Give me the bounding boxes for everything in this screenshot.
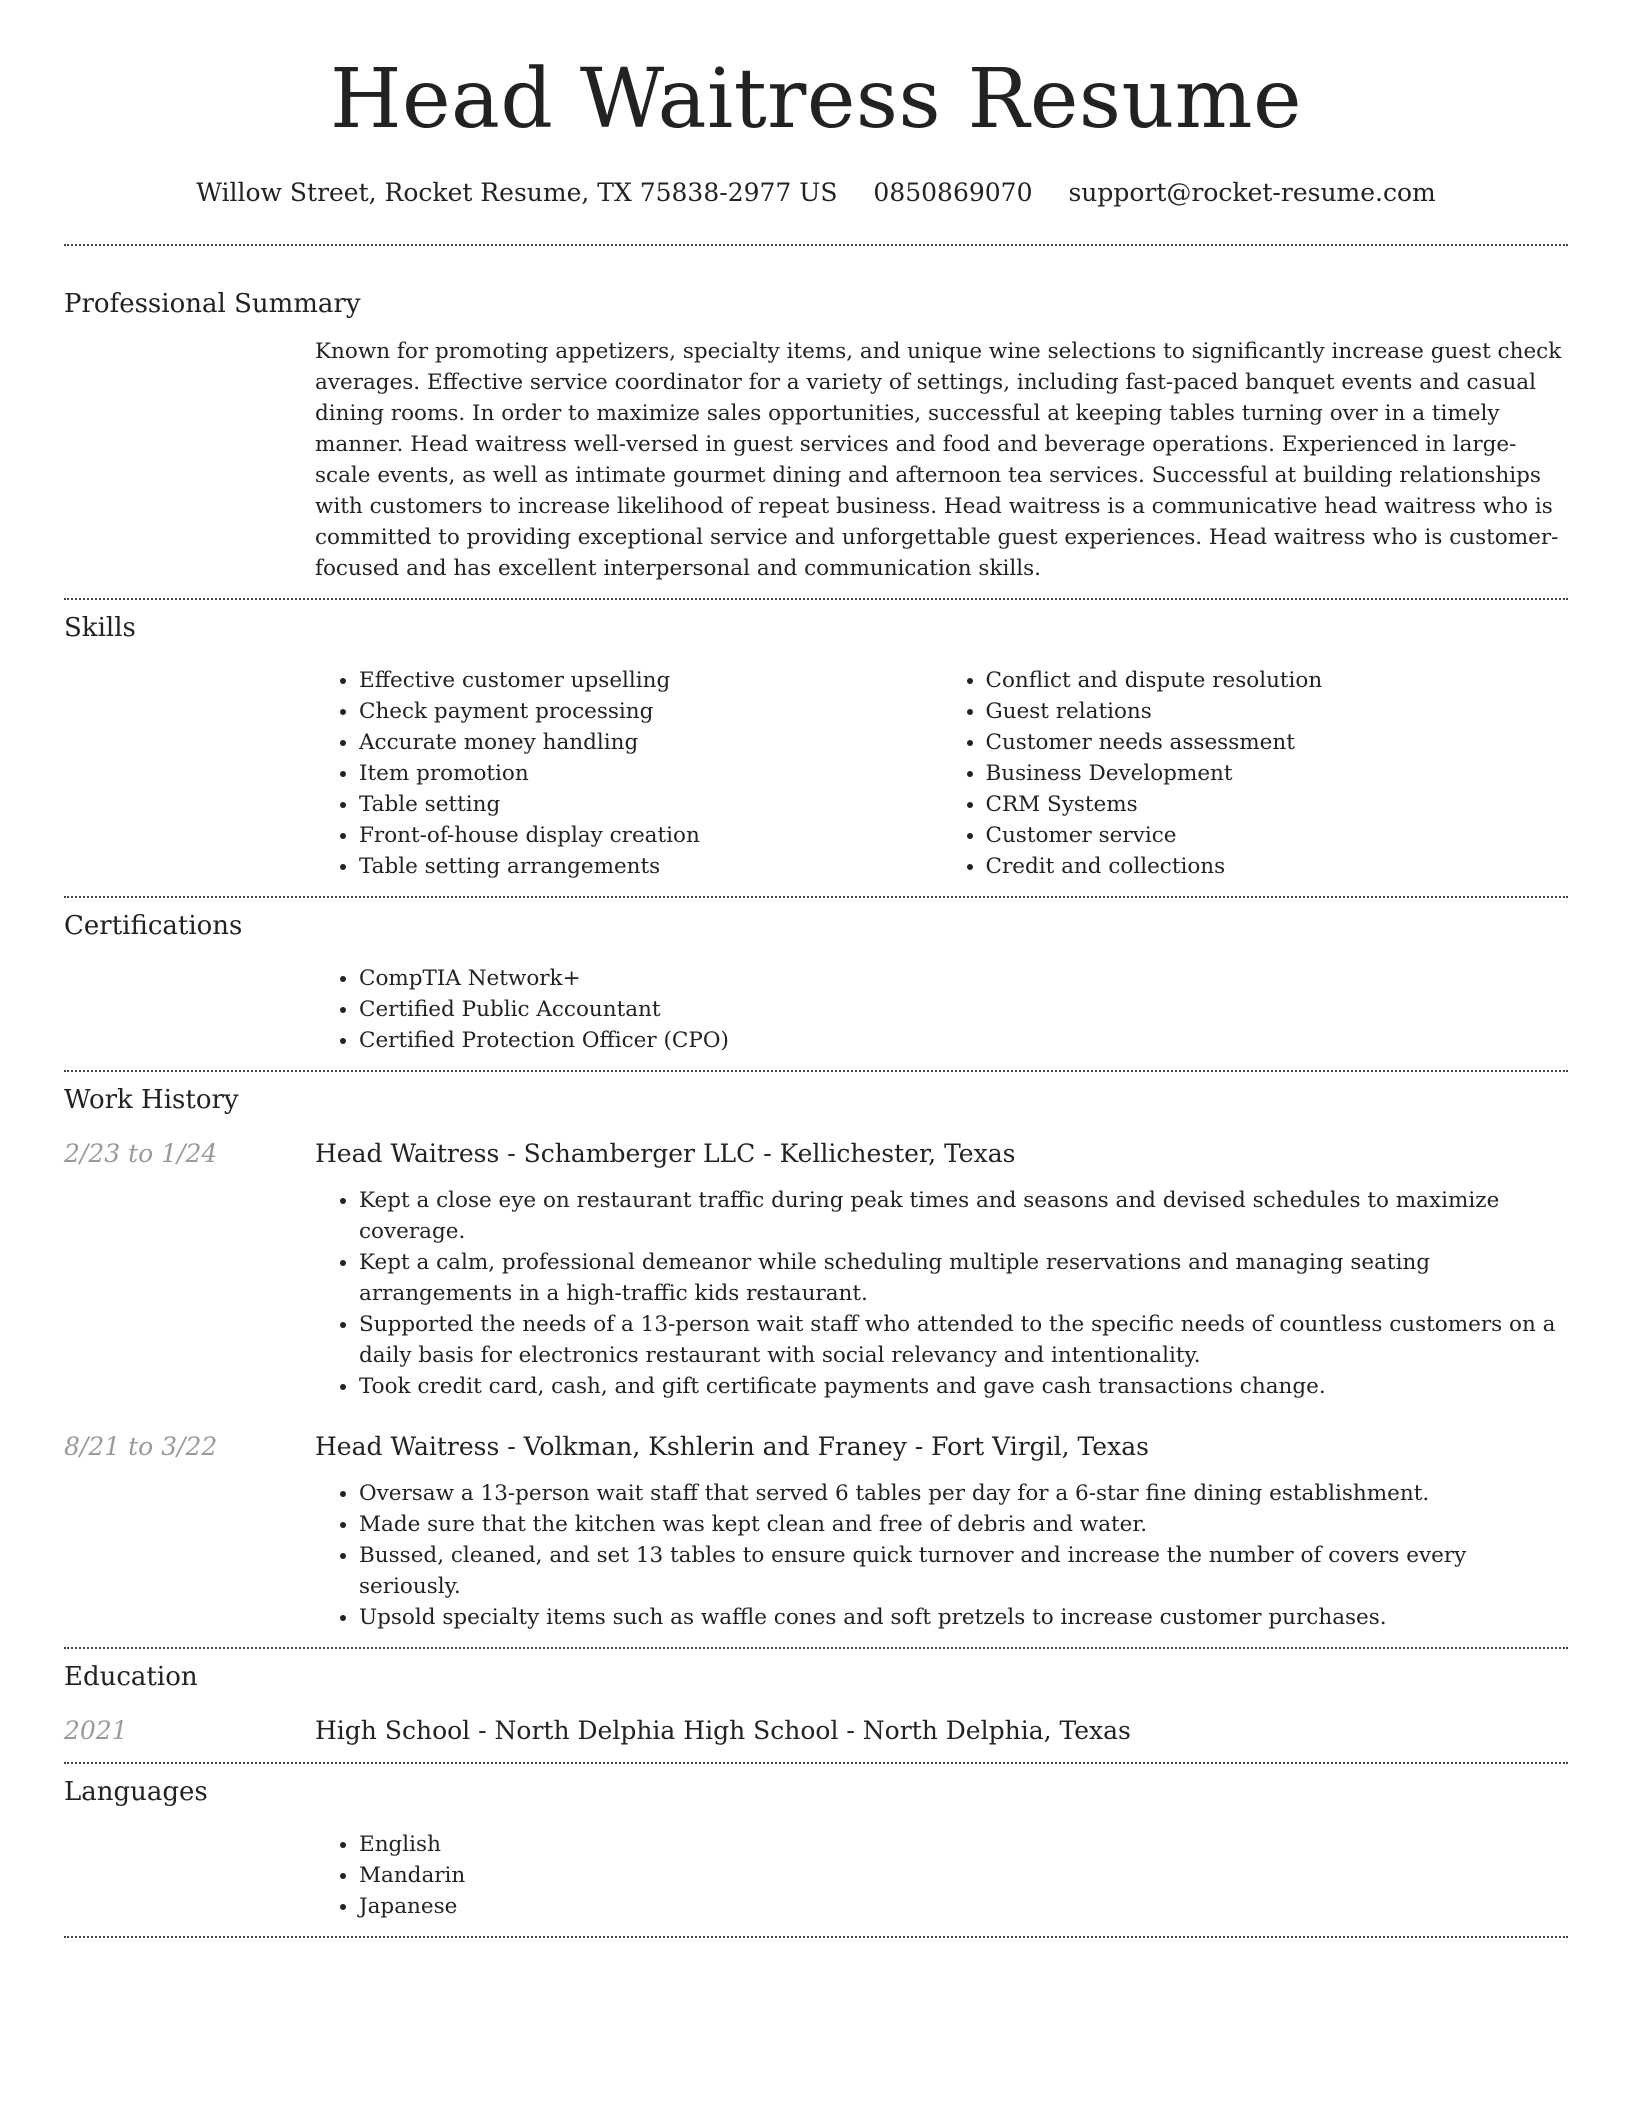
job-dates: 2/23 to 1/24	[64, 1139, 218, 1168]
skill-item: • Check payment processing	[359, 696, 942, 727]
section-divider	[64, 244, 1568, 246]
job-headline: Head Waitress - Schamberger LLC - Kellichester, Texas	[315, 1139, 1016, 1168]
section-title-skills: Skills	[64, 613, 136, 643]
job-bullets	[315, 1185, 1568, 1402]
education-entry	[64, 1714, 1568, 1748]
certifications-list	[315, 963, 1568, 1056]
skill-item: • Conflict and dispute resolution	[986, 665, 1569, 696]
skill-item: • Table setting	[359, 789, 942, 820]
contact-email: support@rocket-resume.com	[1068, 178, 1436, 207]
education-year: 2021	[64, 1716, 128, 1745]
job-bullet: • Bussed, cleaned, and set 13 tables to ensure quick turnover and increase the number of covers every seriously.	[359, 1540, 1568, 1602]
job-headline: Head Waitress - Volkman, Kshlerin and Franey - Fort Virgil, Texas	[315, 1432, 1149, 1461]
job-bullet: • Supported the needs of a 13-person wait staff who attended to the specific needs of countless customers on a daily basis for electronics restaurant with social relevancy and intentionality.	[359, 1309, 1568, 1371]
section-title-education: Education	[64, 1662, 198, 1692]
job-bullet: • Took credit card, cash, and gift certificate payments and gave cash transactions change.	[359, 1371, 1568, 1402]
job-bullets-block	[315, 1185, 1568, 1402]
job-bullet: • Upsold specialty items such as waffle cones and soft pretzels to increase customer purchases.	[359, 1602, 1568, 1633]
skill-item: • CRM Systems	[986, 789, 1569, 820]
certifications-block	[315, 963, 1568, 1056]
summary-block	[315, 336, 1568, 584]
resume-page	[64, 0, 1568, 1938]
certification-item: • CompTIA Network+	[359, 963, 1568, 994]
languages-block	[315, 1829, 1568, 1922]
skill-item: • Item promotion	[359, 758, 942, 789]
section-divider	[64, 1936, 1568, 1938]
section-title-work-history: Work History	[64, 1085, 239, 1115]
summary-text: Known for promoting appetizers, specialty items, and unique wine selections to significantly increase guest check averages. Effective service coordinator for a variety of settings, including fast-paced banquet events and casual dining rooms. In order to maximize sales opportunities, successful at keeping tables turning over in a timely manner. Head waitress well-versed in guest services and food and beverage operations. Experienced in large-scale events, as well as intimate gourmet dining and afternoon tea services. Successful at building relationships with customers to increase likelihood of repeat business. Head waitress is a communicative head waitress who is committed to providing exceptional service and unforgettable guest experiences. Head waitress who is customer-focused and has excellent interpersonal and communication skills.	[315, 339, 1562, 581]
certification-item: • Certified Protection Officer (CPO)	[359, 1025, 1568, 1056]
languages-list	[315, 1829, 1568, 1922]
skill-item: • Front-of-house display creation	[359, 820, 942, 851]
job-bullets	[315, 1478, 1568, 1633]
section-divider	[64, 1070, 1568, 1072]
contact-address: Willow Street, Rocket Resume, TX 75838-2977 US	[196, 178, 838, 207]
section-divider	[64, 896, 1568, 898]
contact-phone: 0850869070	[873, 178, 1033, 207]
language-item: • English	[359, 1829, 1568, 1860]
section-divider	[64, 598, 1568, 600]
skills-block	[315, 665, 1568, 882]
section-title-summary: Professional Summary	[64, 289, 361, 319]
skill-item: • Effective customer upselling	[359, 665, 942, 696]
skill-item: • Business Development	[986, 758, 1569, 789]
resume-title: Head Waitress Resume	[329, 52, 1303, 147]
skill-item: • Accurate money handling	[359, 727, 942, 758]
section-divider	[64, 1647, 1568, 1649]
skills-list-left	[315, 665, 942, 882]
job-bullet: • Kept a close eye on restaurant traffic during peak times and seasons and devised schedules to maximize coverage.	[359, 1185, 1568, 1247]
contact-line	[64, 176, 1568, 210]
education-headline: High School - North Delphia High School - North Delphia, Texas	[315, 1716, 1131, 1745]
section-title-languages: Languages	[64, 1777, 208, 1807]
skill-item: • Guest relations	[986, 696, 1569, 727]
job-bullet: • Oversaw a 13-person wait staff that served 6 tables per day for a 6-star fine dining establishment.	[359, 1478, 1568, 1509]
section-title-certifications: Certifications	[64, 911, 243, 941]
job-bullets-block	[315, 1478, 1568, 1633]
job-bullet: • Made sure that the kitchen was kept clean and free of debris and water.	[359, 1509, 1568, 1540]
certification-item: • Certified Public Accountant	[359, 994, 1568, 1025]
skills-list-right	[942, 665, 1569, 882]
language-item: • Mandarin	[359, 1860, 1568, 1891]
job-dates: 8/21 to 3/22	[64, 1432, 218, 1461]
language-item: • Japanese	[359, 1891, 1568, 1922]
skill-item: • Table setting arrangements	[359, 851, 942, 882]
skill-item: • Credit and collections	[986, 851, 1569, 882]
section-divider	[64, 1762, 1568, 1764]
job-bullet: • Kept a calm, professional demeanor while scheduling multiple reservations and managing seating arrangements in a high-traffic kids restaurant.	[359, 1247, 1568, 1309]
job-entry	[64, 1137, 1568, 1171]
skill-item: • Customer service	[986, 820, 1569, 851]
job-entry	[64, 1430, 1568, 1464]
skill-item: • Customer needs assessment	[986, 727, 1569, 758]
